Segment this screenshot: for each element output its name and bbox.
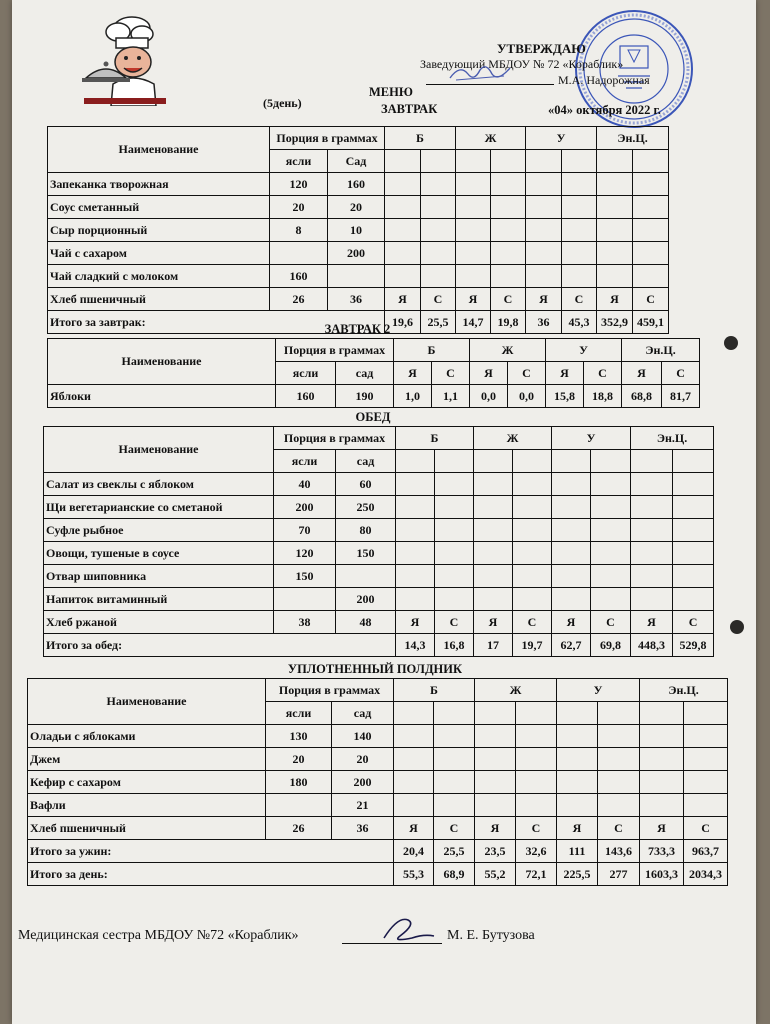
- table-row: Запеканка творожная 120 160: [48, 173, 669, 196]
- table-row: Хлеб пшеничный 26 36 Я С Я С Я С Я С: [48, 288, 669, 311]
- table-row: Щи вегетарианские со сметаной 200 250: [44, 496, 714, 519]
- col-b-header: Б: [385, 127, 456, 150]
- lunch-title: ОБЕД: [355, 410, 391, 424]
- table-row: Чай сладкий с молоком 160: [48, 265, 669, 288]
- table-row: Соус сметанный 20 20: [48, 196, 669, 219]
- meal-title: ЗАВТРАК: [381, 102, 438, 116]
- nurse-position: Медицинская сестра МБДОУ №72 «Кораблик»: [18, 928, 299, 943]
- lunch-table: Наименование Порция в граммах Б Ж У Эн.Ц. ясли сад Салат из свеклы с яблоком 40 60 Щи вегетарианские со сметаной 200 250 Суфле рыбное 70 80 Овощи, тушеные в соусе 120 150 Отвар шиповника 150 Напиток витаминный 200 Хлеб ржаной 38 48 Я С Я С Я С Я С Итого за обед: 14,3 16,8 17 19,7 62,7 69,8 448,3 529,8: [43, 426, 714, 657]
- nurse-signature: [378, 912, 438, 944]
- col-en-header: Эн.Ц.: [597, 127, 669, 150]
- table-row: Вафли 21: [28, 794, 728, 817]
- table-row: Напиток витаминный 200: [44, 588, 714, 611]
- chef-illustration: [80, 14, 170, 106]
- table-row: Суфле рыбное 70 80: [44, 519, 714, 542]
- table-row: Оладьи с яблоками 130 140: [28, 725, 728, 748]
- total-row: Итого за завтрак: 19,6 25,5 14,7 19,8 36 45,3 352,9 459,1: [48, 311, 669, 334]
- breakfast2-table: Наименование Порция в граммах Б Ж У Эн.Ц. ясли сад Я С Я С Я С Я С Яблоки 160 190 1,0 1,1 0,0 0,0 15,8 18,8 68,8 81,7: [47, 338, 700, 408]
- breakfast-table: [47, 126, 669, 334]
- head-name: М.А. Надорожная: [558, 73, 650, 87]
- table-row: Овощи, тушеные в соусе 120 150: [44, 542, 714, 565]
- total-row: Итого за ужин: 20,4 25,5 23,5 32,6 111 143,6 733,3 963,7: [28, 840, 728, 863]
- menu-title: МЕНЮ: [369, 85, 413, 99]
- table-row: Чай с сахаром 200: [48, 242, 669, 265]
- table-row: Отвар шиповника 150: [44, 565, 714, 588]
- table-row: Сыр порционный 8 10: [48, 219, 669, 242]
- total-row: Итого за обед: 14,3 16,8 17 19,7 62,7 69,8 448,3 529,8: [44, 634, 714, 657]
- day-label: (5день): [263, 96, 302, 110]
- punch-hole: [724, 336, 738, 350]
- col-sad-header: Сад: [328, 150, 385, 173]
- col-u-header: У: [526, 127, 597, 150]
- table-row: Кефир с сахаром 180 200: [28, 771, 728, 794]
- table-row: Хлеб пшеничный 26 36 Я С Я С Я С Я С: [28, 817, 728, 840]
- col-name-header: Наименование: [48, 127, 270, 173]
- table-row: Хлеб ржаной 38 48 Я С Я С Я С Я С: [44, 611, 714, 634]
- menu-date: «04» октября 2022 г.: [548, 103, 661, 117]
- table-row: Салат из свеклы с яблоком 40 60: [44, 473, 714, 496]
- punch-hole: [730, 620, 744, 634]
- breakfast2-title: ЗАВТРАК 2: [324, 322, 391, 336]
- col-yasli-header: ясли: [270, 150, 328, 173]
- snack-table: Наименование Порция в граммах Б Ж У Эн.Ц. ясли сад Оладьи с яблоками 130 140 Джем 20 20 Кефир с сахаром 180 200 Вафли 21 Хлеб пшеничный 26 36 Я С Я С Я С Я С Итого за ужин: 20,4 25,5 23,5 32,6 111 143,6 733,3 963,7 Итого за день: 55,3 68,9 55,2 72,1 225,5 277 1603,3 2034,3: [27, 678, 728, 886]
- table-row: Джем 20 20: [28, 748, 728, 771]
- table-row: Яблоки 160 190 1,0 1,1 0,0 0,0 15,8 18,8 68,8 81,7: [48, 385, 700, 408]
- head-position: Заведующий МБДОУ № 72 «Кораблик»: [420, 57, 624, 71]
- col-portion-header: Порция в граммах: [270, 127, 385, 150]
- day-total-row: Итого за день: 55,3 68,9 55,2 72,1 225,5 277 1603,3 2034,3: [28, 863, 728, 886]
- snack-title: УПЛОТНЕННЫЙ ПОЛДНИК: [287, 662, 463, 676]
- head-signature: [446, 60, 516, 86]
- nurse-name: М. Е. Бутузова: [447, 928, 535, 943]
- col-zh-header: Ж: [456, 127, 526, 150]
- approve-heading: УТВЕРЖДАЮ: [497, 41, 586, 56]
